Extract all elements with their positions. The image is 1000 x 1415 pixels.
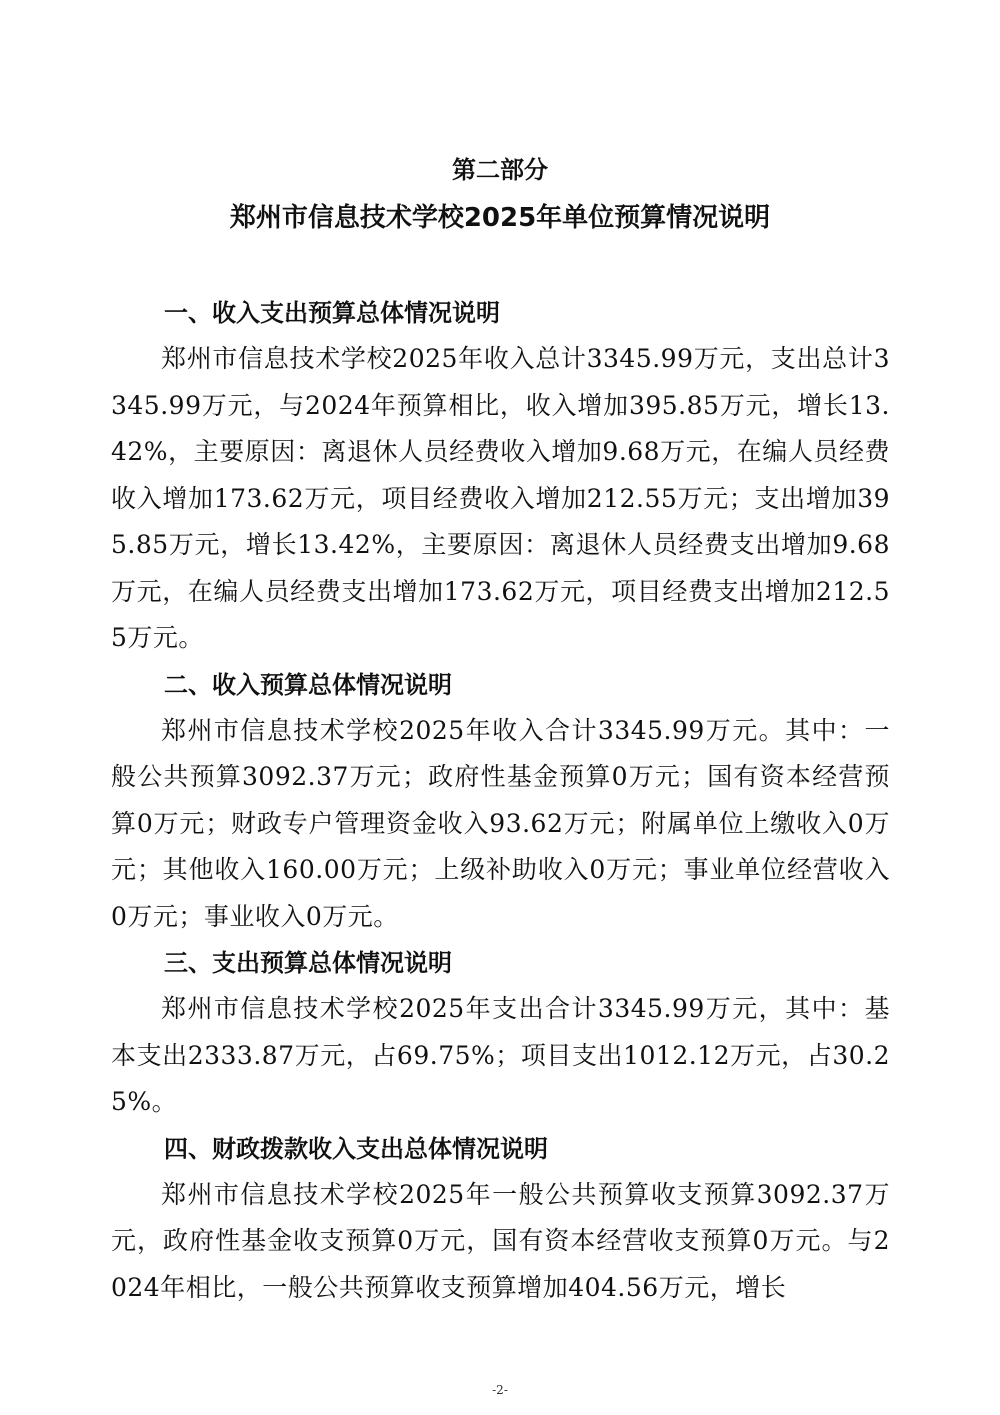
document-body bbox=[111, 290, 890, 1311]
document-title: 郑州市信息技术学校2025年单位预算情况说明 bbox=[229, 203, 771, 233]
section-2 bbox=[111, 662, 890, 941]
section-4 bbox=[111, 1126, 890, 1312]
section-paragraph: 郑州市信息技术学校2025年支出合计3345.99万元，其中：基本支出2333.87万元，占69.75%；项目支出1012.12万元，占30.25%。 bbox=[111, 994, 890, 1116]
section-paragraph: 郑州市信息技术学校2025年一般公共预算收支预算3092.37万元，政府性基金收支预算0万元，国有资本经营收支预算0万元。与2024年相比，一般公共预算收支预算增加404.56万元，增长 bbox=[111, 1179, 890, 1302]
section-paragraph: 郑州市信息技术学校2025年收入合计3345.99万元。其中：一般公共预算3092.37万元；政府性基金预算0万元；国有资本经营预算0万元；财政专户管理资金收入93.62万元；附属单位上缴收入0万元；其他收入160.00万元；上级补助收入0万元；事业单位经营收入0万元；事业收入0万元。 bbox=[111, 715, 890, 931]
section-heading: 四、财政拨款收入支出总体情况说明 bbox=[164, 1134, 548, 1163]
section-heading: 三、支出预算总体情况说明 bbox=[164, 949, 452, 977]
part-title: 第二部分 bbox=[452, 156, 548, 184]
section-heading: 二、收入预算总体情况说明 bbox=[164, 670, 452, 699]
section-heading: 一、收入支出预算总体情况说明 bbox=[164, 299, 500, 327]
section-3 bbox=[111, 940, 890, 1126]
page-number: -2- bbox=[492, 1383, 508, 1397]
section-1 bbox=[111, 290, 890, 662]
section-paragraph: 郑州市信息技术学校2025年收入总计3345.99万元，支出总计3345.99万元，与2024年预算相比，收入增加395.85万元，增长13.42%，主要原因：离退休人员经费收入增加9.68万元，在编人员经费收入增加173.62万元，项目经费收入增加212.55万元；支出增加395.85万元，增长13.42%，主要原因：离退休人员经费支出增加9.68万元，在编人员经费支出增加173.62万元，项目经费支出增加212.55万元。 bbox=[111, 344, 890, 652]
